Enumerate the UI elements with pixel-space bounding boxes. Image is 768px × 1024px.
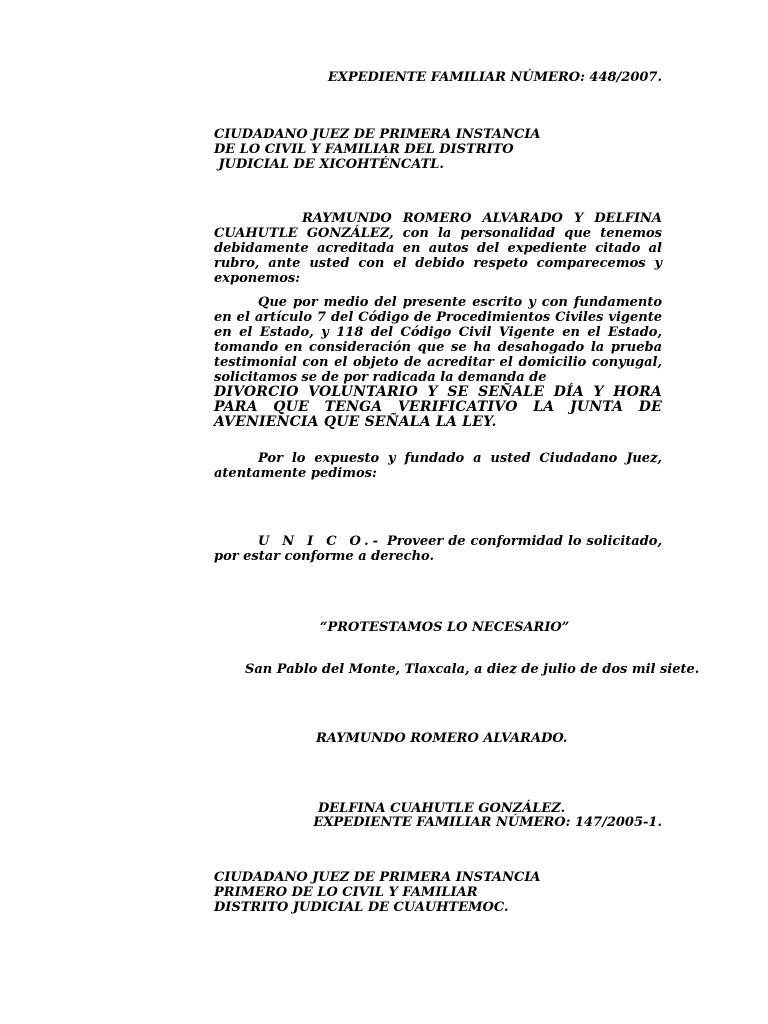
body-paragraph-caps: DIVORCIO VOLUNTARIO Y SE SEÑALE DÍA Y HORA PARA QUE TENGA VERIFICATIVO LA JUNTA DE AVENIENCIA QUE SEÑALA LA LEY. — [214, 384, 662, 430]
addressee-line: CIUDADANO JUEZ DE PRIMERA INSTANCIA — [214, 127, 541, 142]
unico-label: U N I C O.- — [258, 534, 383, 549]
body-paragraph-block — [214, 295, 662, 430]
intro-paragraph: RAYMUNDO ROMERO ALVARADO Y DELFINA CUAHUTLE GONZÁLEZ, con la personalidad que tenemos debidamente acreditada en autos del expediente citado al rubro, ante usted con el debido respeto comparecemos y exponemos: — [214, 211, 662, 286]
signature-1 — [316, 731, 616, 746]
addressee-line: DISTRITO JUDICIAL DE CUAUHTEMOC. — [214, 900, 509, 915]
unico-text: Proveer de conformidad lo solicitado, por estar conforme a derecho. — [214, 534, 662, 564]
case-number-header — [214, 70, 662, 85]
unico-paragraph — [214, 534, 662, 564]
place-date-text: San Pablo del Monte, Tlaxcala, a diez de julio de dos mil siete. — [245, 662, 700, 677]
signature-name: RAYMUNDO ROMERO ALVARADO. — [316, 731, 568, 746]
protest-line — [320, 620, 620, 635]
addressee-line: PRIMERO DE LO CIVIL Y FAMILIAR — [214, 885, 478, 900]
request-paragraph: Por lo expuesto y fundado a usted Ciudadano Juez, atentamente pedimos: — [214, 451, 662, 481]
addressee-block — [214, 127, 662, 172]
protest-text: “PROTESTAMOS LO NECESARIO” — [320, 620, 570, 635]
addressee-line: DE LO CIVIL Y FAMILIAR DEL DISTRITO — [214, 142, 514, 157]
addressee-line: CIUDADANO JUEZ DE PRIMERA INSTANCIA — [214, 870, 541, 885]
addressee-block-2 — [214, 870, 662, 915]
signature-2 — [318, 801, 618, 816]
body-paragraph: Que por medio del presente escrito y con fundamento en el artículo 7 del Código de Procedimientos Civiles vigente en el Estado, y 118 del Código Civil Vigente en el Estado, tomando en consideración que se ha desahogado la prueba testimonial con el objeto de acreditar el domicilio conyugal, solicitamos se de por radicada la demanda de — [214, 295, 662, 385]
place-date-line — [245, 662, 700, 677]
case-number-text: EXPEDIENTE FAMILIAR NÚMERO: 448/2007. — [327, 70, 662, 85]
case-number-header-2 — [214, 815, 662, 830]
signature-name: DELFINA CUAHUTLE GONZÁLEZ. — [318, 801, 566, 816]
case-number-text: EXPEDIENTE FAMILIAR NÚMERO: 147/2005-1. — [313, 815, 662, 830]
addressee-line: JUDICIAL DE XICOHTÉNCATL. — [214, 157, 444, 172]
